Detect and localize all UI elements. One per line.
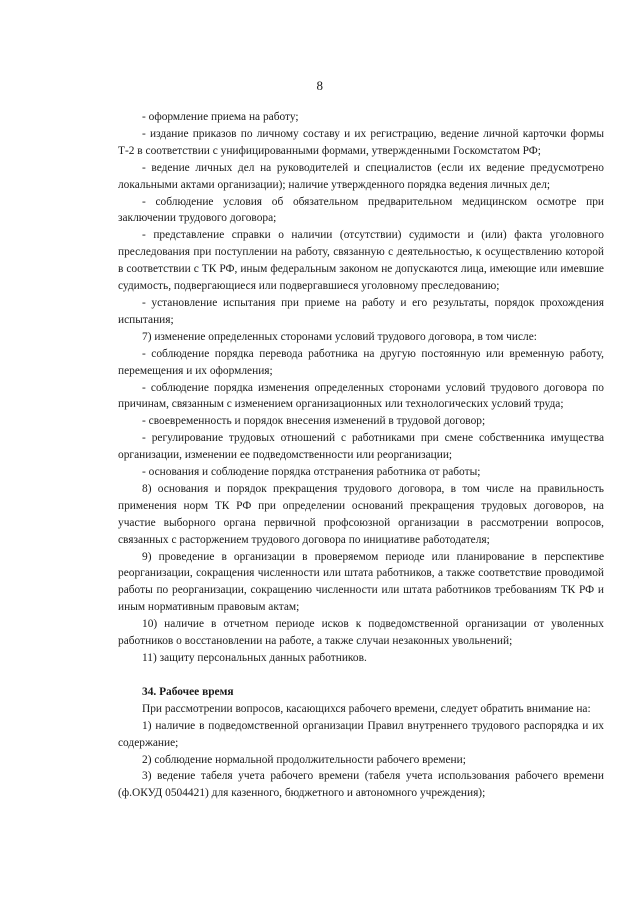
paragraph: 10) наличие в отчетном периоде исков к подведомственной организации от уволенных работников о восстановлении на работе, а также случаи незаконных увольнений; — [118, 618, 604, 648]
paragraph: 9) проведение в организации в проверяемом периоде или планирование в перспективе реорганизации, сокращения численности или штата работников, а также соответствие проводимой работы по реорганизации, сокращению численности или штата работников требованиям ТК РФ и иным нормативным правовым актам; — [118, 550, 604, 614]
paragraph: - своевременность и порядок внесения изменений в трудовой договор; — [142, 415, 486, 428]
paragraph: 7) изменение определенных сторонами условий трудового договора, в том числе: — [142, 330, 537, 343]
paragraph: - соблюдение порядка изменения определенных сторонами условий трудового договора по причинам, связанным с изменением организационных или технологических условий труда; — [118, 381, 604, 411]
paragraph: - оформление приема на работу; — [142, 111, 299, 123]
page-number: 8 — [316, 78, 324, 93]
paragraph: - соблюдение порядка перевода работника на другую постоянную или временную работу, перемещения и их оформления; — [118, 347, 604, 377]
paragraph: - издание приказов по личному составу и их регистрацию, ведение личной карточки формы Т-2 в соответствии с унифицированными формами, утвержденными Госкомстатом РФ; — [118, 127, 604, 157]
section-paragraph: При рассмотрении вопросов, касающихся рабочего времени, следует обратить внимание на: — [142, 702, 591, 715]
paragraph: - представление справки о наличии (отсутствии) судимости и (или) факта уголовного преследования при поступлении на работу, связанную с деятельностью, к осуществлению которой в соответствии с ТК РФ, иным федеральным законом не допускаются лица, имеющие или имевшие судимость, подвергающиеся или подвергавшиеся уголовному преследованию; — [118, 229, 604, 293]
document-body — [118, 109, 604, 802]
paragraph: 11) защиту персональных данных работников. — [142, 652, 367, 664]
paragraph: - регулирование трудовых отношений с работниками при смене собственника имущества организации, изменении ее подведомственности или реорганизации; — [118, 432, 604, 462]
section-paragraph: 1) наличие в подведомственной организации Правил внутреннего трудового распорядка и их содержание; — [118, 719, 604, 749]
paragraph: - установление испытания при приеме на работу и его результаты, порядок прохождения испытания; — [118, 296, 604, 326]
section-paragraph: 2) соблюдение нормальной продолжительности рабочего времени; — [142, 753, 466, 766]
paragraph: - основания и соблюдение порядка отстранения работника от работы; — [142, 466, 481, 479]
paragraph: - соблюдение условия об обязательном предварительном медицинском осмотре при заключении трудового договора; — [118, 195, 604, 225]
paragraph: - ведение личных дел на руководителей и специалистов (если их ведение предусмотрено локальными актами организации); наличие утвержденного порядка ведения личных дел; — [118, 161, 604, 191]
section-heading: 34. Рабочее время — [142, 685, 234, 698]
section-paragraph: 3) ведение табеля учета рабочего времени (табеля учета использования рабочего времени (ф.ОКУД 0504421) для казенного, бюджетного и автономного учреждения); — [118, 770, 604, 800]
paragraph: 8) основания и порядок прекращения трудового договора, в том числе на правильность применения норм ТК РФ при определении оснований прекращения трудовых договоров, на участие выборного органа первичной профсоюзной организации в рассмотрении вопросов, связанных с расторжением трудового договора по инициативе работодателя; — [118, 482, 604, 546]
